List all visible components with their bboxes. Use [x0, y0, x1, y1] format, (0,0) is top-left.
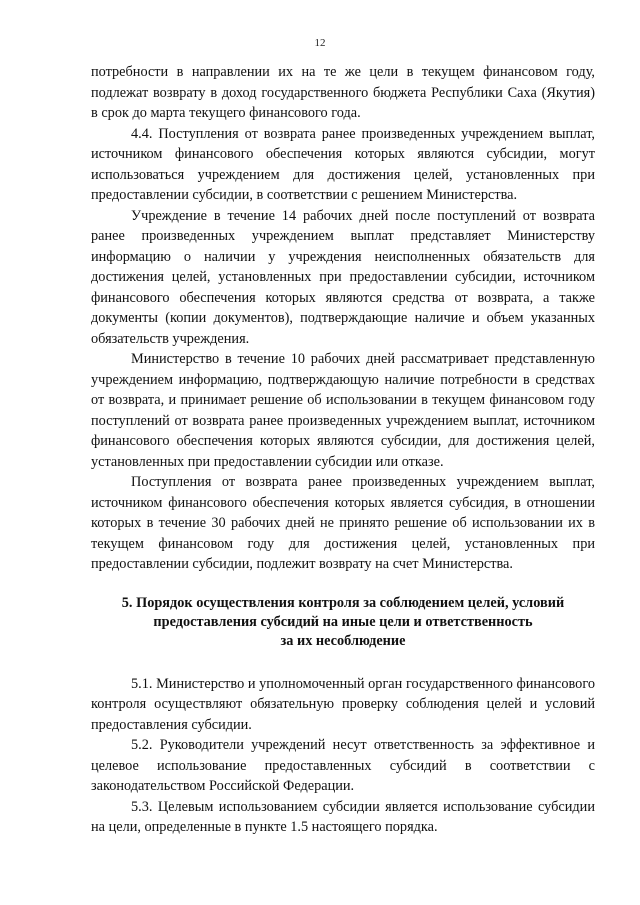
paragraph-5-1: 5.1. Министерство и уполномоченный орган государственного финансового контроля осуществляют обязательную проверку соблюдения целей и условий предоставления субсидии.	[91, 675, 595, 733]
paragraph-institution-report: Учреждение в течение 14 рабочих дней после поступлений от возврата ранее произведенных учреждением выплат представляет Министерству информацию о наличии у учреждения неисполненных обязательств для достижения целей, установленных при предоставлении субсидии, источником финансового обеспечения которых являются средства от возврата, а также документы (копии документов), подтверждающие наличие и объем указанных обязательств учреждения.	[91, 207, 595, 347]
section-heading-line-3: за их несоблюдение	[280, 632, 406, 649]
paragraph-4-4: 4.4. Поступления от возврата ранее произведенных учреждением выплат, источником финансового обеспечения которых являются субсидии, могут использоваться учреждением для достижения целей, установленных при предоставлении субсидии, в соответствии с решением Министерства.	[91, 125, 595, 203]
document-body	[91, 62, 595, 838]
section-heading-line-1: 5. Порядок осуществления контроля за соблюдением целей, условий	[121, 594, 565, 611]
paragraph-5-3: 5.3. Целевым использованием субсидии является использование субсидии на цели, определенные в пункте 1.5 настоящего порядка.	[91, 798, 595, 835]
page-number: 12	[314, 37, 326, 49]
paragraph-5-2: 5.2. Руководители учреждений несут ответственность за эффективное и целевое использование предоставленных субсидий в соответствии с законодательством Российской Федерации.	[91, 737, 595, 794]
paragraph-return-to-ministry: Поступления от возврата ранее произведенных учреждением выплат, источником финансового обеспечения которых является субсидия, в отношении которых в течение 30 рабочих дней не принято решение об использовании их в текущем финансовом году для достижения целей, установленных при предоставлении субсидии, подлежит возврату на счет Министерства.	[91, 474, 595, 572]
section-heading	[91, 594, 595, 651]
section-heading-line-2: предоставления субсидий на иные цели и ответственность	[153, 613, 533, 630]
paragraph-continuation: потребности в направлении их на те же цели в текущем финансовом году, подлежат возврату в доход государственного бюджета Республики Саха (Якутия) в срок до марта текущего финансового года.	[91, 64, 595, 121]
paragraph-ministry-review: Министерство в течение 10 рабочих дней рассматривает представленную учреждением информацию, подтверждающую наличие потребности в средствах от возврата, и принимает решение об использовании в текущем финансовом году поступлений от возврата ранее произведенных учреждением выплат, источником финансового обеспечения которых являются субсидии, для достижения целей, установленных при предоставлении субсидии или отказе.	[91, 351, 595, 470]
